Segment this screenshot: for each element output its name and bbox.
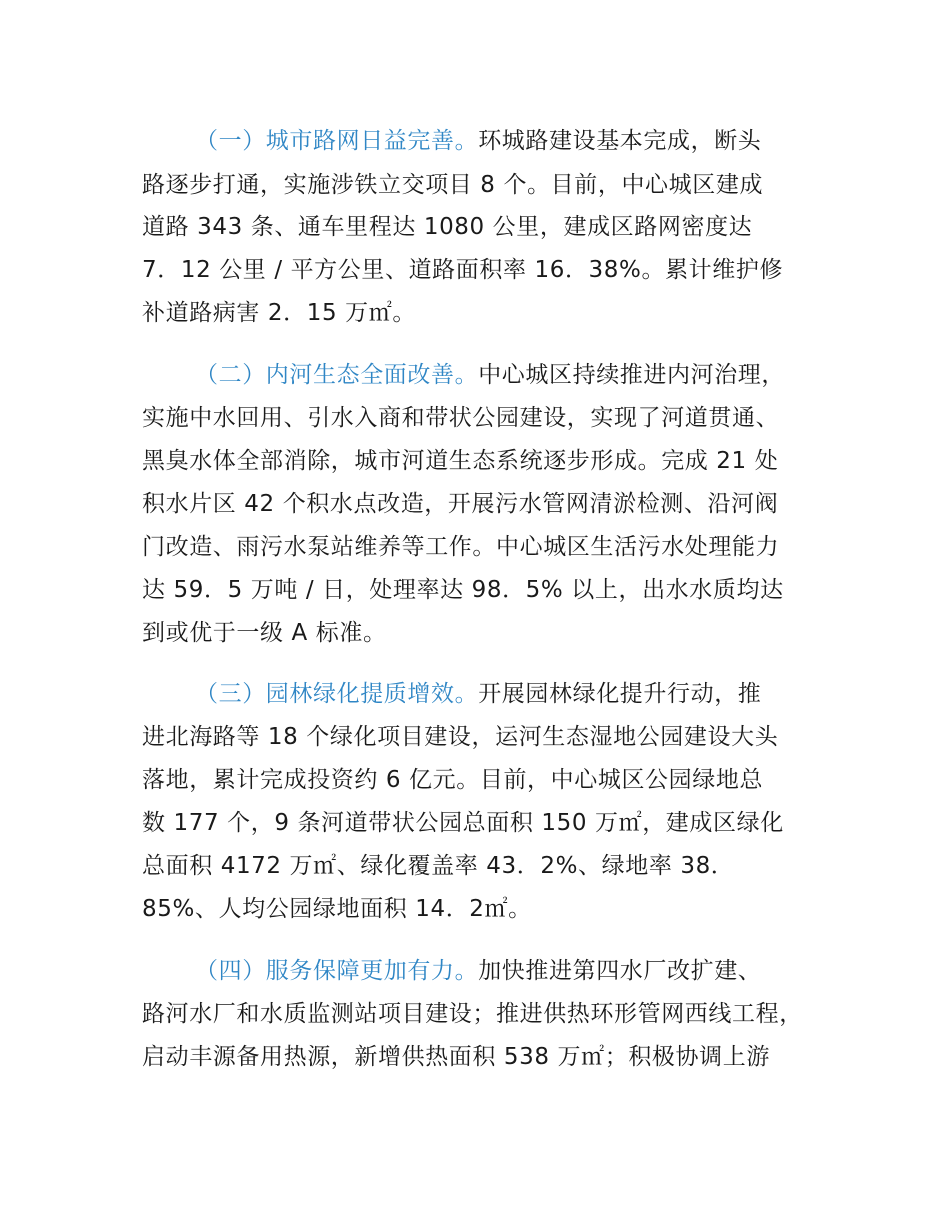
paragraph-2-line-4: 积水片区 42 个积水点改造，开展污水管网清淤检测、沿河阀 [142,491,779,517]
paragraph-2-line-7: 到或优于一级 A 标准。 [142,620,387,646]
paragraph-2-line-2: 实施中水回用、引水入商和带状公园建设，实现了河道贯通、 [142,405,780,431]
paragraph-1-text: 环城路建设基本完成，断头 [478,128,762,154]
paragraph-3-line-2: 进北海路等 18 个绿化项目建设，运河生态湿地公园建设大头 [142,724,779,750]
paragraph-3-line-3: 落地，累计完成投资约 6 亿元。目前，中心城区公园绿地总 [142,767,764,793]
paragraph-1-line-3: 道路 343 条、通车里程达 1080 公里，建成区路网密度达 [142,214,753,240]
paragraph-1-line-1 [195,121,761,161]
paragraph-1-line-4: 7．12 公里 / 平方公里、道路面积率 16．38%。累计维护修 [142,257,784,283]
paragraph-4-line-1 [195,951,761,991]
paragraph-3-text: 开展园林绿化提升行动，推 [478,681,762,707]
paragraph-3-heading: （三）园林绿化提质增效。 [195,681,479,707]
paragraph-2-line-3: 黑臭水体全部消除，城市河道生态系统逐步形成。完成 21 处 [142,448,779,474]
paragraph-4-line-3: 启动丰源备用热源，新增供热面积 538 万㎡；积极协调上游 [142,1044,770,1070]
paragraph-1-heading: （一）城市路网日益完善。 [195,128,479,154]
paragraph-3-line-5: 总面积 4172 万㎡、绿化覆盖率 43．2%、绿地率 38． [142,853,735,879]
paragraph-4-text: 加快推进第四水厂改扩建、 [478,958,762,984]
paragraph-3-line-4: 数 177 个，9 条河道带状公园总面积 150 万㎡，建成区绿化 [142,810,784,836]
paragraph-4-line-2: 路河水厂和水质监测站项目建设；推进供热环形管网西线工程， [142,1001,803,1027]
paragraph-2-heading: （二）内河生态全面改善。 [195,362,479,388]
paragraph-1-line-2: 路逐步打通，实施涉铁立交项目 8 个。目前，中心城区建成 [142,172,764,198]
paragraph-3-line-6: 85%、人均公园绿地面积 14．2㎡。 [142,896,532,922]
paragraph-2-line-6: 达 59．5 万吨 / 日，处理率达 98．5% 以上，出水水质均达 [142,577,784,603]
paragraph-2-line-5: 门改造、雨污水泵站维养等工作。中心城区生活污水处理能力 [142,534,780,560]
paragraph-4-heading: （四）服务保障更加有力。 [195,958,479,984]
paragraph-3-line-1 [195,674,761,714]
paragraph-1-line-5: 补道路病害 2．15 万㎡。 [142,300,416,326]
paragraph-2-text: 中心城区持续推进内河治理， [478,362,786,388]
paragraph-2-line-1 [195,355,785,395]
